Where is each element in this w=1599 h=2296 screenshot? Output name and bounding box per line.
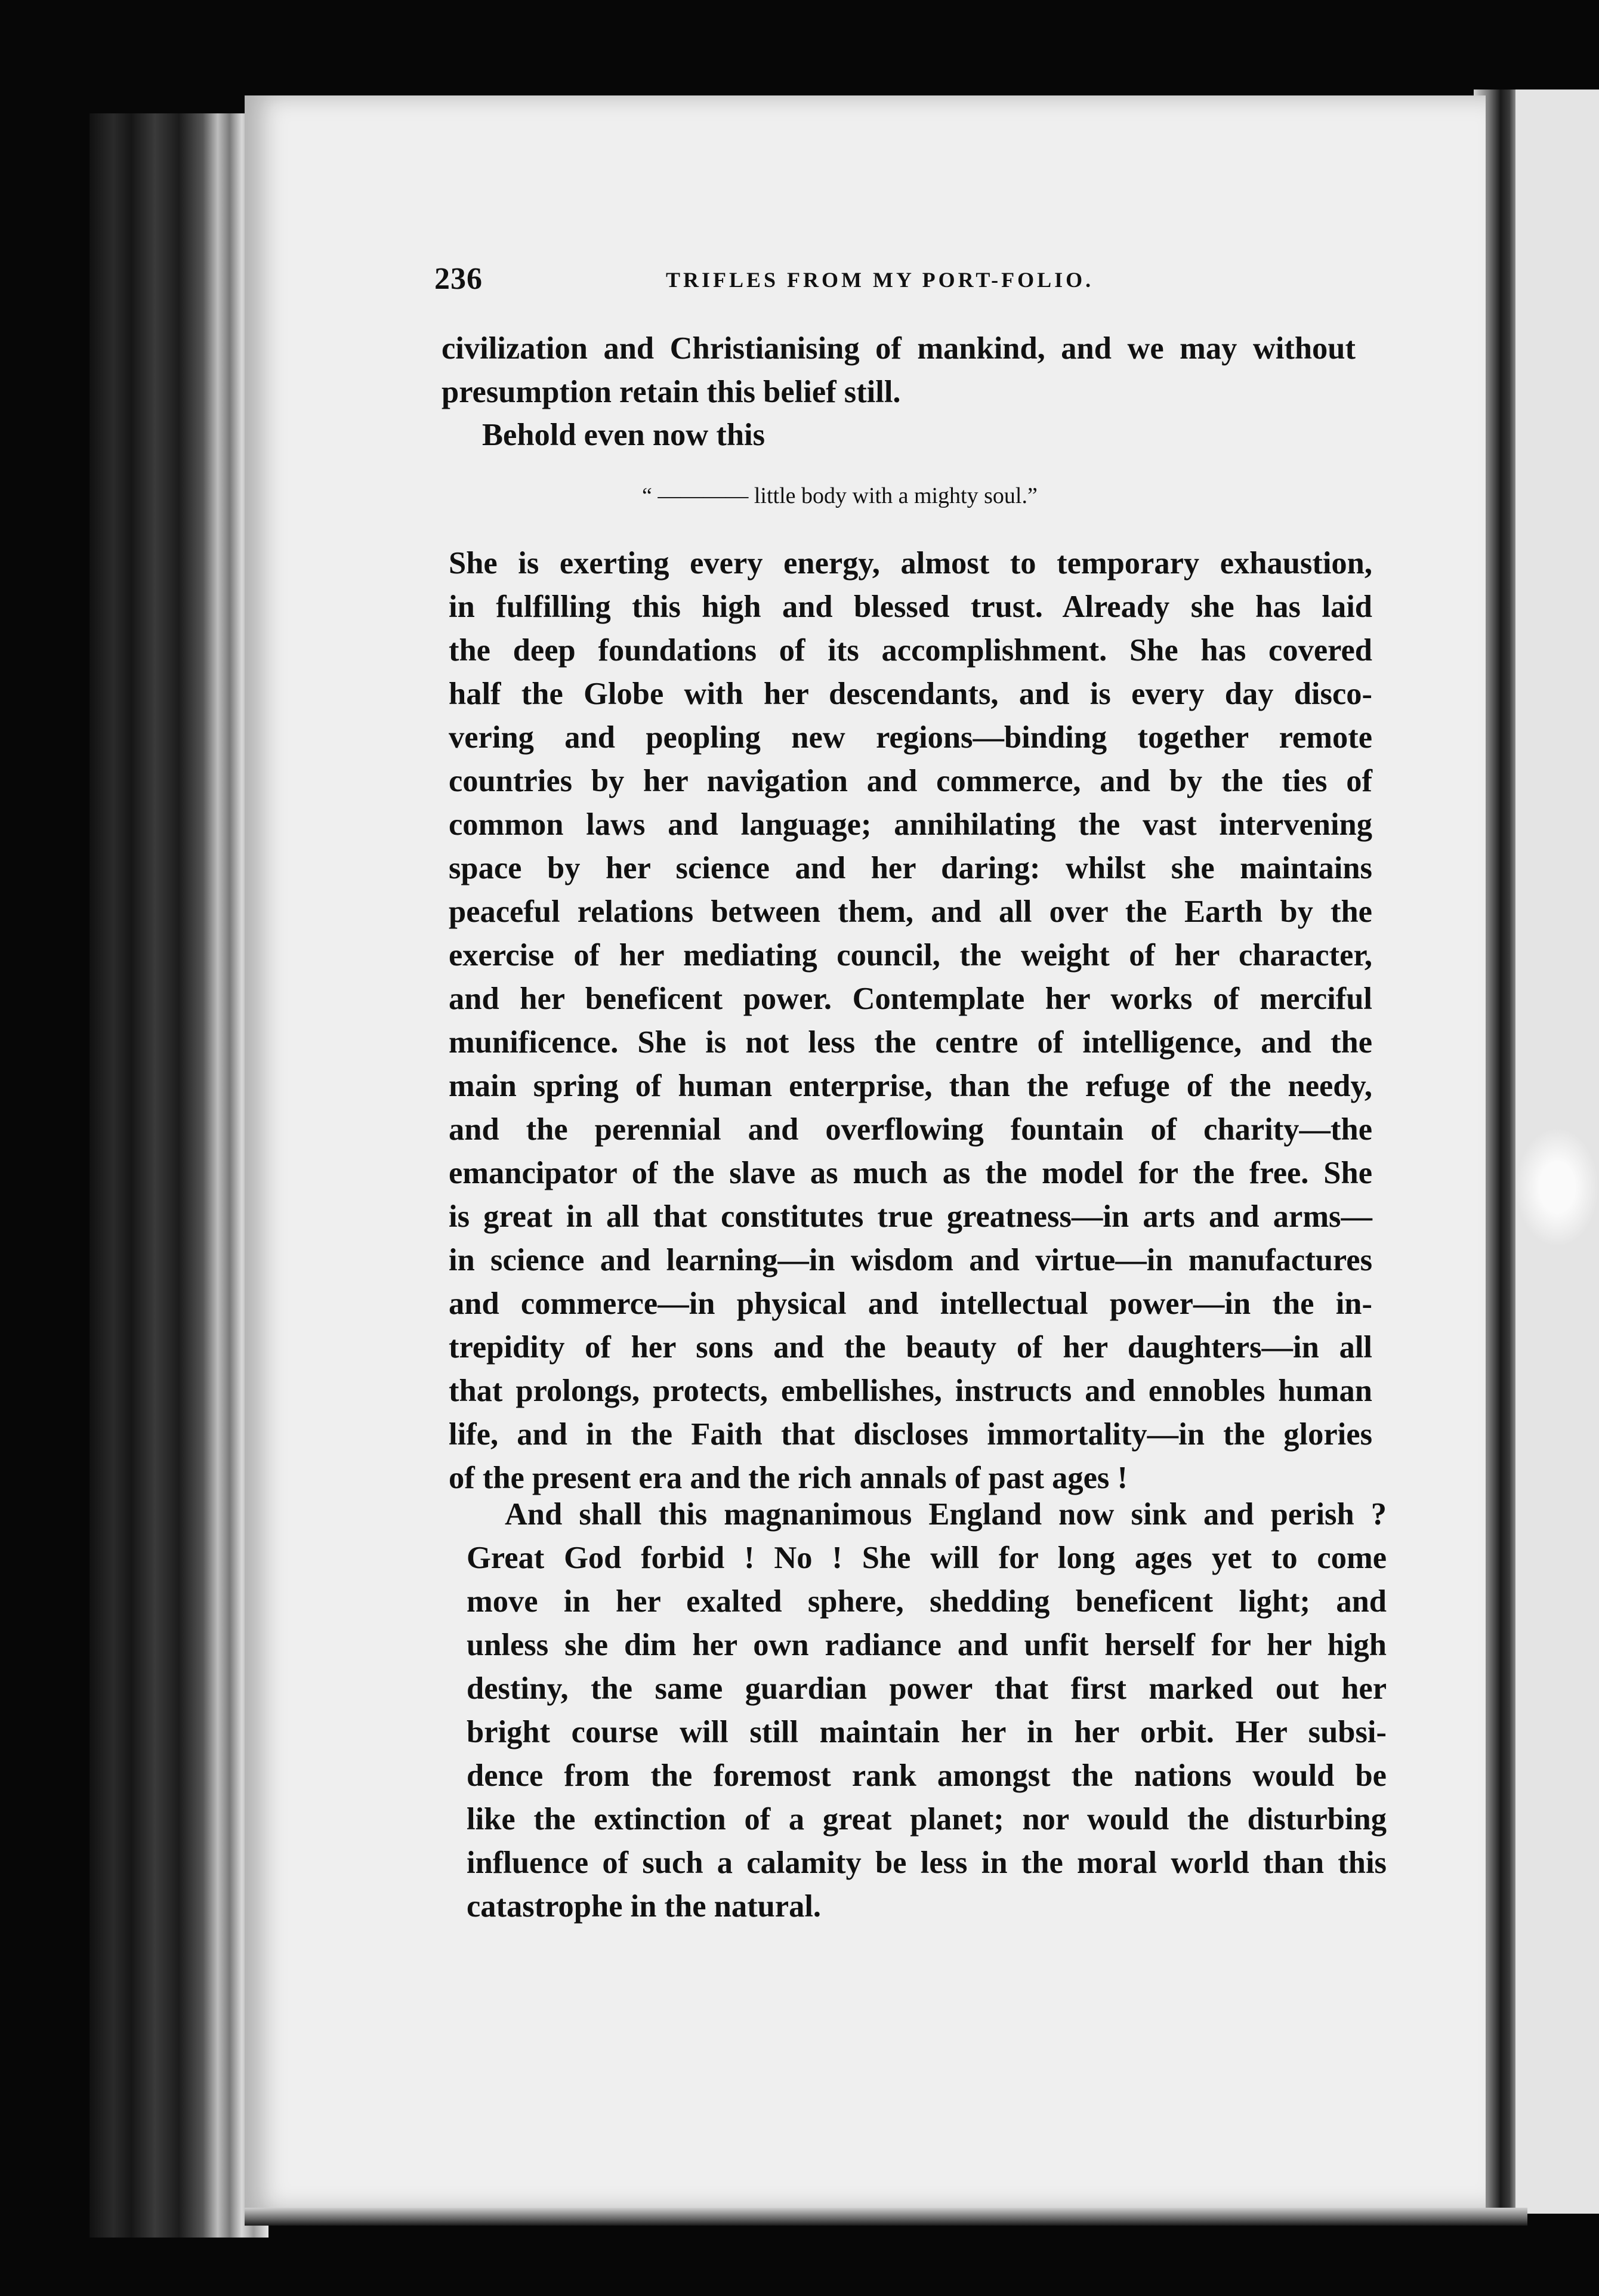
text-line: exercise of her mediating council, the weight of her character,	[449, 938, 1372, 973]
page-number: 236	[434, 262, 483, 296]
text-line: life, and in the Faith that discloses immortality—in the glories	[449, 1417, 1372, 1452]
text-line: catastrophe in the natural.	[467, 1889, 822, 1924]
text-line: unless she dim her own radiance and unfit herself for her high	[467, 1628, 1387, 1662]
facing-page-worn-spot	[1515, 1128, 1599, 1247]
text-line: She is exerting every energy, almost to temporary exhaustion,	[449, 546, 1372, 581]
text-line: dence from the foremost rank amongst the nations would be	[467, 1758, 1387, 1793]
text-line: main spring of human enterprise, than the refuge of the needy,	[449, 1069, 1372, 1103]
text-line: of the present era and the rich annals of past ages !	[449, 1461, 1128, 1495]
text-line: the deep foundations of its accomplishment. She has covered	[449, 633, 1372, 668]
text-line: destiny, the same guardian power that first marked out her	[467, 1671, 1387, 1706]
text-line: bright course will still maintain her in her orbit. Her subsi-	[467, 1715, 1387, 1749]
quotation: “ ———— little body with a mighty soul.”	[642, 483, 1038, 508]
paragraph-behold: Behold even now this	[482, 418, 765, 452]
running-title: TRIFLES FROM MY PORT-FOLIO.	[666, 268, 1094, 292]
text-line: civilization and Christianising of mankind, and we may without	[442, 331, 1356, 366]
text-line: and her beneficent power. Contemplate her works of merciful	[449, 982, 1372, 1016]
text-line: munificence. She is not less the centre of intelligence, and the	[449, 1025, 1372, 1060]
page-header	[434, 261, 1365, 297]
book-page-edges	[89, 113, 268, 2238]
text-line: move in her exalted sphere, shedding beneficent light; and	[467, 1584, 1387, 1619]
paragraph-england-virtues	[449, 542, 1372, 1500]
text-line: like the extinction of a great planet; nor would the disturbing	[467, 1802, 1387, 1837]
text-line: is great in all that constitutes true greatness—in arts and arms—	[449, 1199, 1372, 1234]
text-line: peaceful relations between them, and all over the Earth by the	[449, 894, 1372, 929]
text-line: influence of such a calamity be less in the moral world than this	[467, 1846, 1387, 1880]
text-line: space by her science and her daring: whilst she maintains	[449, 851, 1372, 885]
text-line: And shall this magnanimous England now sink and perish ?	[505, 1497, 1387, 1532]
text-line: trepidity of her sons and the beauty of her daughters—in all	[449, 1330, 1372, 1365]
text-line: in fulfilling this high and blessed trust. Already she has laid	[449, 590, 1372, 624]
text-line: emancipator of the slave as much as the model for the free. She	[449, 1156, 1372, 1190]
text-line: and the perennial and overflowing fountain of charity—the	[449, 1112, 1372, 1147]
page-bottom-edge	[245, 2208, 1527, 2226]
text-line: countries by her navigation and commerce, and by the ties of	[449, 764, 1372, 798]
paragraph-continuation	[442, 327, 1356, 414]
text-line: in science and learning—in wisdom and virtue—in manufactures	[449, 1243, 1372, 1277]
text-line: common laws and language; annihilating the vast intervening	[449, 807, 1372, 842]
text-line: presumption retain this belief still.	[442, 375, 901, 409]
text-line: vering and peopling new regions—binding together remote	[449, 720, 1372, 755]
text-line: and commerce—in physical and intellectual power—in the in-	[449, 1286, 1372, 1321]
paragraph-england-destiny	[467, 1493, 1387, 1928]
text-line: that prolongs, protects, embellishes, instructs and ennobles human	[449, 1374, 1372, 1408]
text-line: half the Globe with her descendants, and is every day disco-	[449, 677, 1372, 711]
text-line: Great God forbid ! No ! She will for long ages yet to come	[467, 1541, 1387, 1575]
